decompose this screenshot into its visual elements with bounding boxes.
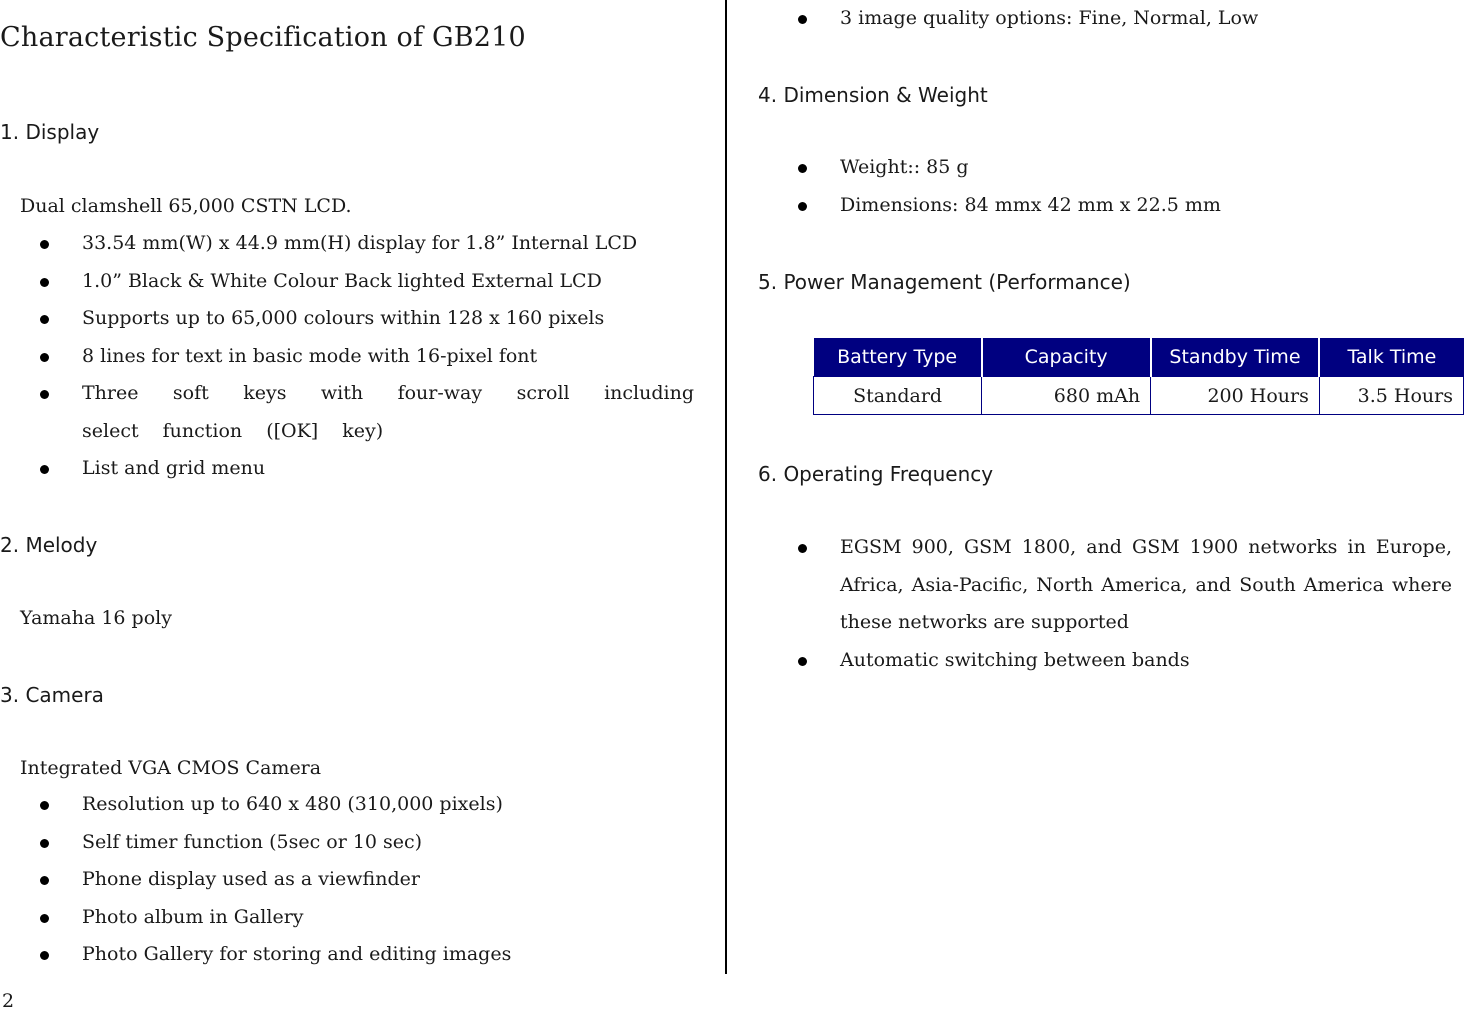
list-item: 33.54 mm(W) x 44.9 mm(H) display for 1.8” Internal LCD [40, 225, 694, 263]
dimension-heading: 4. Dimension & Weight [758, 83, 988, 107]
bullet-icon [40, 278, 49, 287]
battery-table [813, 338, 1464, 415]
melody-heading: 2. Melody [0, 533, 98, 557]
bullet-icon [40, 465, 49, 474]
bullet-icon [40, 839, 49, 848]
list-item: 8 lines for text in basic mode with 16-pixel font [40, 338, 694, 376]
list-item: EGSM 900, GSM 1800, and GSM 1900 networks in Europe, Africa, Asia-Pacific, North America, and South America where these networks are supported [798, 529, 1452, 642]
bullet-icon [40, 951, 49, 960]
list-item: Photo album in Gallery [40, 899, 694, 937]
bullet-icon [798, 657, 807, 666]
list-item: Self timer function (5sec or 10 sec) [40, 824, 694, 862]
list-item: Photo Gallery for storing and editing images [40, 936, 694, 974]
battery-table-header-row [814, 338, 1464, 377]
bullet-icon [40, 801, 49, 810]
bullet-icon [798, 202, 807, 211]
bullet-icon [798, 544, 807, 553]
bullet-icon [40, 240, 49, 249]
display-list [40, 225, 694, 488]
camera-list-continued [798, 0, 1452, 38]
display-heading: 1. Display [0, 120, 100, 144]
bullet-icon [40, 315, 49, 324]
camera-list [40, 786, 694, 974]
frequency-heading: 6. Operating Frequency [758, 462, 994, 486]
header-capacity: Capacity [982, 338, 1151, 377]
page-title: Characteristic Specification of GB210 [0, 22, 526, 53]
header-battery-type: Battery Type [814, 338, 982, 377]
cell-talk-time: 3.5 Hours [1319, 377, 1463, 415]
power-heading: 5. Power Management (Performance) [758, 270, 1131, 294]
header-standby-time: Standby Time [1151, 338, 1320, 377]
cell-battery-type: Standard [814, 377, 982, 415]
list-item: 3 image quality options: Fine, Normal, Low [798, 0, 1452, 38]
display-intro: Dual clamshell 65,000 CSTN LCD. [20, 195, 352, 217]
melody-intro: Yamaha 16 poly [20, 607, 172, 629]
list-item: 1.0” Black & White Colour Back lighted External LCD [40, 263, 694, 301]
list-item: Phone display used as a viewfinder [40, 861, 694, 899]
header-talk-time: Talk Time [1319, 338, 1463, 377]
camera-heading: 3. Camera [0, 683, 104, 707]
page-number: 2 [2, 990, 15, 1012]
list-item: Automatic switching between bands [798, 642, 1452, 680]
camera-intro: Integrated VGA CMOS Camera [20, 757, 322, 779]
list-item: Resolution up to 640 x 480 (310,000 pixels) [40, 786, 694, 824]
cell-capacity: 680 mAh [982, 377, 1151, 415]
bullet-icon [40, 390, 49, 399]
list-item: List and grid menu [40, 450, 694, 488]
list-item: Three soft keys with four-way scroll including select function ([OK] key) [40, 375, 694, 450]
cell-standby-time: 200 Hours [1151, 377, 1320, 415]
list-item: Dimensions: 84 mmx 42 mm x 22.5 mm [798, 187, 1452, 225]
column-divider [725, 0, 727, 974]
list-item: Supports up to 65,000 colours within 128 x 160 pixels [40, 300, 694, 338]
bullet-icon [798, 164, 807, 173]
bullet-icon [798, 15, 807, 24]
table-row [814, 377, 1464, 415]
bullet-icon [40, 876, 49, 885]
dimension-list [798, 149, 1452, 224]
bullet-icon [40, 914, 49, 923]
list-item: Weight:: 85 g [798, 149, 1452, 187]
bullet-icon [40, 353, 49, 362]
frequency-list [798, 529, 1452, 679]
